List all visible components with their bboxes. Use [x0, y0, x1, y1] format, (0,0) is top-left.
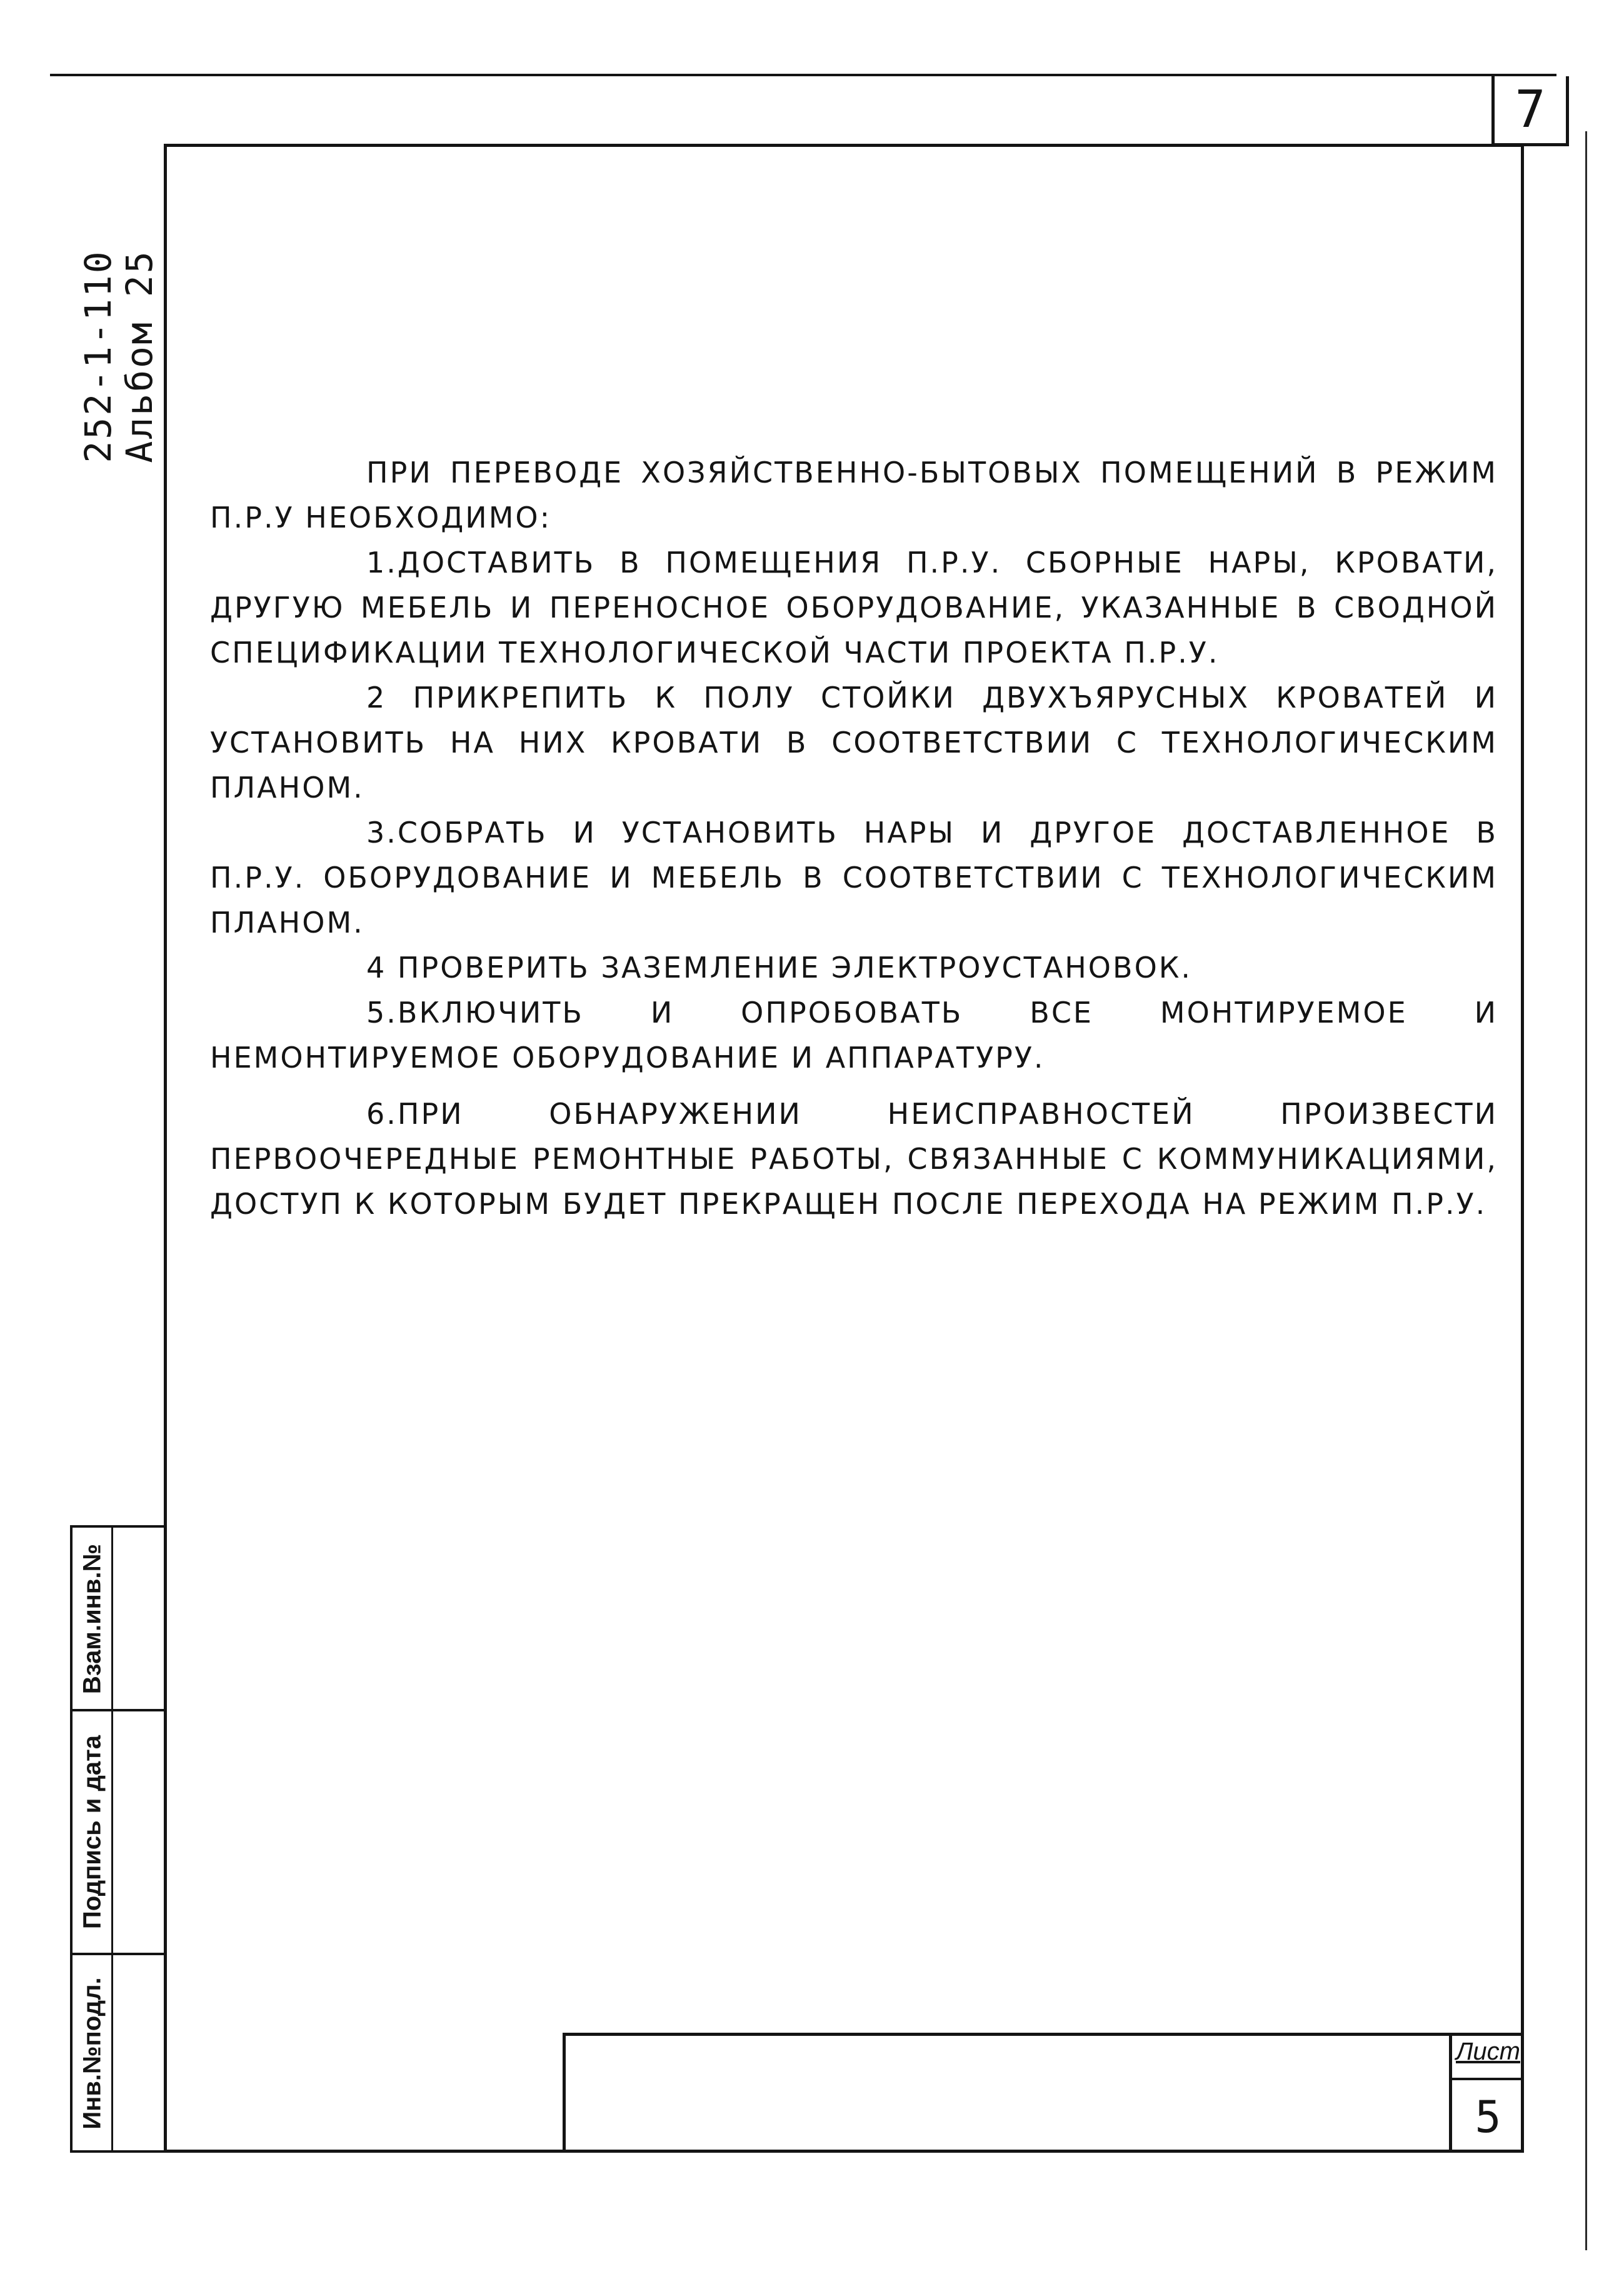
instruction-item: 5.ВКЛЮЧИТЬ И ОПРОБОВАТЬ ВСЕ МОНТИРУЕМОЕ И НЕМОНТИРУЕМОЕ ОБОРУДОВАНИЕ И АППАРАТУРУ. — [210, 996, 1498, 1074]
document-body — [210, 450, 1498, 1226]
right-edge-line — [1585, 131, 1587, 2250]
sheet-cell-divider — [1452, 2078, 1524, 2080]
sheet-cell — [1449, 2033, 1524, 2153]
page-number: 7 — [1491, 76, 1569, 146]
stamp-label-vzam-inv: Взам.инв.№ — [78, 1543, 106, 1695]
top-edge-line — [50, 74, 1556, 76]
intro-paragraph: ПРИ ПЕРЕВОДЕ ХОЗЯЙСТВЕННО-БЫТОВЫХ ПОМЕЩЕНИЙ В РЕЖИМ П.Р.У НЕОБХОДИМО: — [210, 456, 1498, 534]
stamp-label-inv-podl: Инв.№подл. — [78, 1977, 106, 2130]
sheet-number: 5 — [1475, 2091, 1501, 2143]
sheet-label: Лист — [1456, 2038, 1520, 2065]
instruction-item: 2 ПРИКРЕПИТЬ К ПОЛУ СТОЙКИ ДВУХЪЯРУСНЫХ КРОВАТЕЙ И УСТАНОВИТЬ НА НИХ КРОВАТИ В СООТВЕТСТВИИ С ТЕХНОЛОГИЧЕСКИМ ПЛАНОМ. — [210, 681, 1498, 804]
instruction-item: 3.СОБРАТЬ И УСТАНОВИТЬ НАРЫ И ДРУГОЕ ДОСТАВЛЕННОЕ В П.Р.У. ОБОРУДОВАНИЕ И МЕБЕЛЬ В СООТВЕТСТВИИ С ТЕХНОЛОГИЧЕСКИМ ПЛАНОМ. — [210, 816, 1498, 939]
side-stamp — [70, 1525, 164, 2153]
title-block — [563, 2033, 1524, 2153]
album-series: 252-1-110 — [77, 249, 119, 463]
instruction-item: 1.ДОСТАВИТЬ В ПОМЕЩЕНИЯ П.Р.У. СБОРНЫЕ НАРЫ, КРОВАТИ, ДРУГУЮ МЕБЕЛЬ И ПЕРЕНОСНОЕ ОБОРУДОВАНИЕ, УКАЗАННЫЕ В СВОДНОЙ СПЕЦИФИКАЦИИ ТЕХНОЛОГИЧЕСКОЙ ЧАСТИ ПРОЕКТА П.Р.У. — [210, 546, 1498, 669]
stamp-cell-vzam-inv — [75, 1530, 110, 1708]
stamp-cell-inv-podl — [75, 1956, 110, 2150]
stamp-label-signature-date: Подпись и дата — [78, 1735, 106, 1929]
stamp-row-divider — [73, 1953, 164, 1955]
album-code — [75, 213, 163, 500]
instruction-item: 6.ПРИ ОБНАРУЖЕНИИ НЕИСПРАВНОСТЕЙ ПРОИЗВЕСТИ ПЕРВООЧЕРЕДНЫЕ РЕМОНТНЫЕ РАБОТЫ, СВЯЗАННЫЕ С КОММУНИКАЦИЯМИ, ДОСТУП К КОТОРЫМ БУДЕТ ПРЕКРАЩЕН ПОСЛЕ ПЕРЕХОДА НА РЕЖИМ П.Р.У. — [210, 1097, 1498, 1221]
album-number: Альбом 25 — [118, 249, 161, 463]
stamp-column-divider — [111, 1528, 113, 2150]
stamp-row-divider — [73, 1709, 164, 1711]
stamp-cell-signature-date — [75, 1713, 110, 1951]
instruction-item: 4 ПРОВЕРИТЬ ЗАЗЕМЛЕНИЕ ЭЛЕКТРОУСТАНОВОК. — [366, 951, 1193, 984]
